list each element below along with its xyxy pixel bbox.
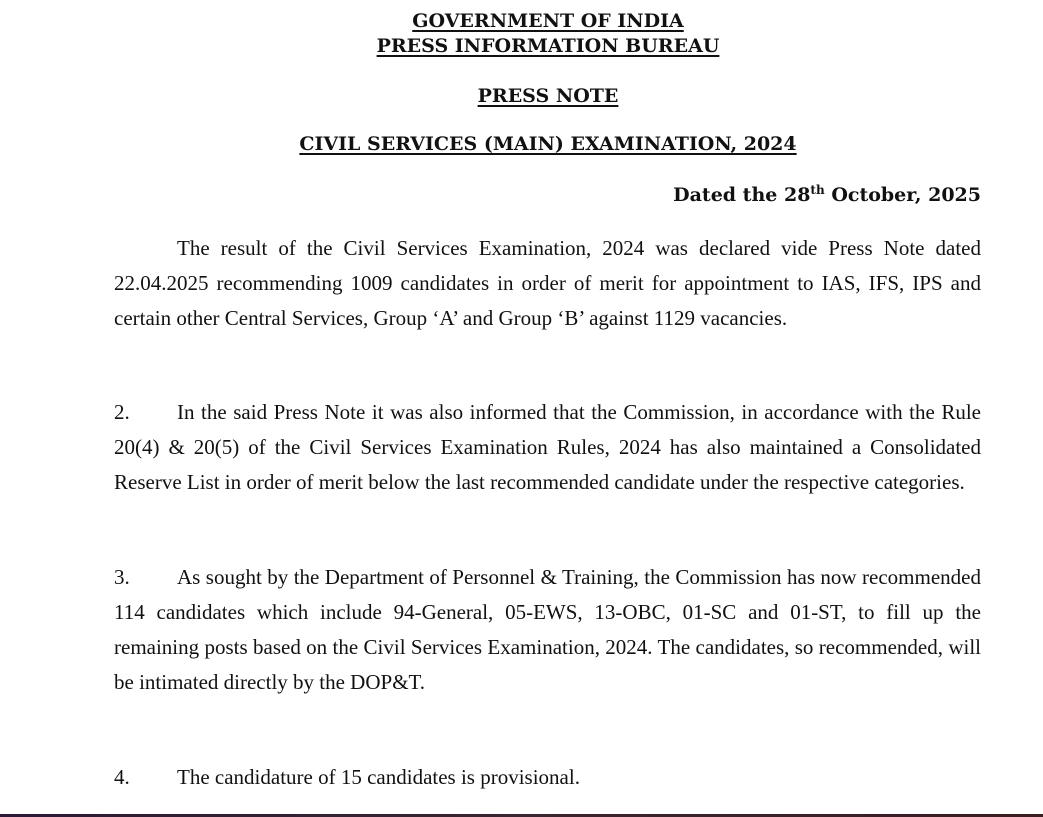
paragraph-text: As sought by the Department of Personnel & Training, the Commission has now recommended 114 candidates which include 94-General, 05-EWS, 13-OBC, 01-SC and 01-ST, to fill up the remaining posts based on the Civil Services Examination, 2024. The candidates, so recommended, will be intimated directly by the DOP&T. [114,565,981,694]
header-press-information-bureau: PRESS INFORMATION BUREAU [376,35,720,57]
paragraph-text: The result of the Civil Services Examination, 2024 was declared vide Press Note dated 22.04.2025 recommending 1009 candidates in order of merit for appointment to IAS, IFS, IPS and certain other Central Services, Group ‘A’ and Group ‘B’ against 1129 vacancies. [114,236,981,330]
paragraph-number: 4. [114,765,130,789]
dated-rest: October, 2025 [824,184,981,206]
paragraph-text: In the said Press Note it was also informed that the Commission, in accordance with the Rule 20(4) & 20(5) of the Civil Services Examination Rules, 2024 has also maintained a Consolidated Reserve List in order of merit below the last recommended candidate under the respective categories. [114,400,981,494]
paragraph-4 [114,760,981,795]
document-subject-title: CIVIL SERVICES (MAIN) EXAMINATION, 2024 [299,133,797,155]
dated-ordinal-suffix: th [810,183,825,197]
paragraph-number: 2. [114,400,130,424]
paragraph-2 [114,395,981,500]
header-government-of-india: GOVERNMENT OF INDIA [412,10,684,32]
dated-prefix: Dated the 28 [673,184,811,206]
paragraph-text: The candidature of 15 candidates is provisional. [177,765,580,789]
paragraph-number: 3. [114,565,130,589]
document-type-title: PRESS NOTE [477,85,619,107]
paragraph-1 [114,231,981,336]
paragraph-3 [114,560,981,700]
dated-line [673,183,981,206]
